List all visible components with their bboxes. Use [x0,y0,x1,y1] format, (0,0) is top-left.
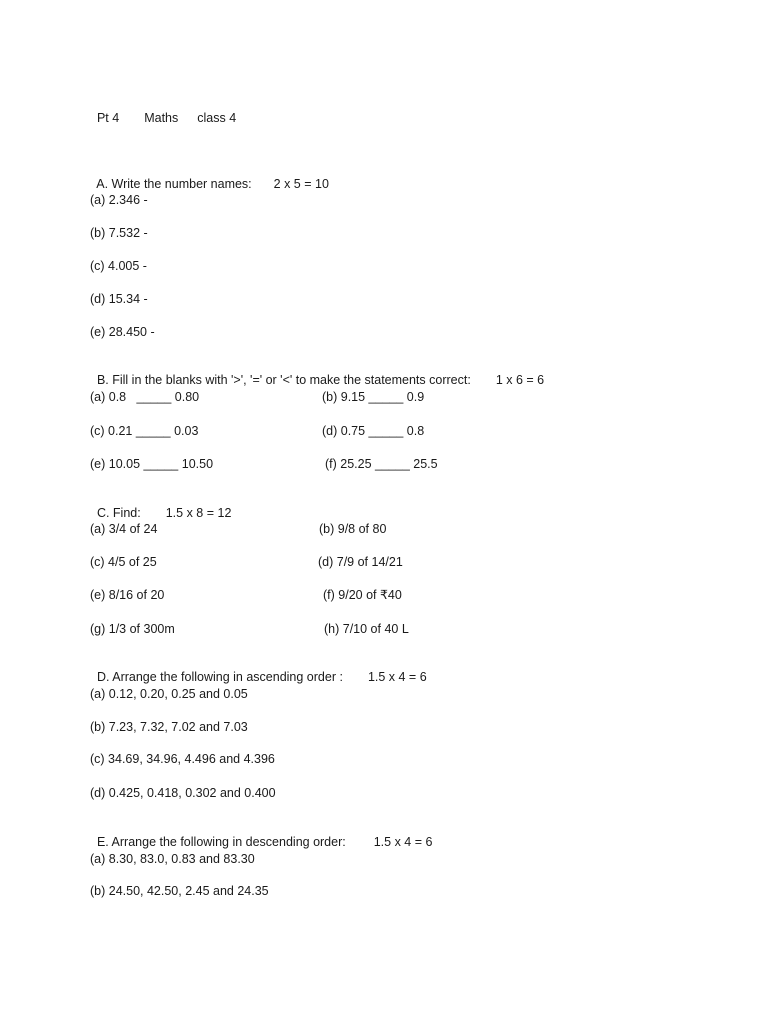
section-e-marks: 1.5 x 4 = 6 [373,835,433,849]
section-e-title: E. Arrange the following in descending order: [96,835,346,849]
section-d-title: D. Arrange the following in ascending order : [96,670,343,684]
section-b-item: (d) 0.75 _____ 0.8 [322,424,425,438]
section-a-marks: 2 x 5 = 10 [273,177,329,191]
section-d-heading [90,653,427,685]
header-line [90,94,236,126]
section-b-item: (b) 9.15 _____ 0.9 [322,390,425,404]
section-c-item: (d) 7/9 of 14/21 [318,555,403,569]
section-c-item: (a) 3/4 of 24 [90,522,158,536]
section-d-item: (c) 34.69, 34.96, 4.496 and 4.396 [90,752,275,766]
section-b-title: B. Fill in the blanks with '>', '=' or '<' to make the statements correct: [96,373,471,387]
section-a-item: (c) 4.005 - [90,259,147,273]
section-e-heading [90,818,432,850]
header-pt: Pt 4 [96,111,120,125]
section-c-item: (g) 1/3 of 300m [90,622,175,636]
section-b-item: (f) 25.25 _____ 25.5 [325,457,438,471]
section-a-item: (b) 7.532 - [90,226,148,240]
section-c-item: (b) 9/8 of 80 [319,522,387,536]
section-c-item: (f) 9/20 of ₹40 [323,588,402,602]
section-a-item: (d) 15.34 - [90,292,148,306]
section-d-item: (d) 0.425, 0.418, 0.302 and 0.400 [90,786,276,800]
section-d-marks: 1.5 x 4 = 6 [367,670,427,684]
section-a-item: (a) 2.346 - [90,193,148,207]
section-c-heading [90,489,231,521]
section-c-item: (e) 8/16 of 20 [90,588,165,602]
section-a-title: A. Write the number names: [96,177,252,191]
header-class: class 4 [197,111,237,125]
section-c-title: C. Find: [96,506,141,520]
section-a-heading [90,160,329,192]
section-b-item: (c) 0.21 _____ 0.03 [90,424,199,438]
section-b-marks: 1 x 6 = 6 [495,373,545,387]
section-e-item: (a) 8.30, 83.0, 0.83 and 83.30 [90,852,255,866]
section-e-item: (b) 24.50, 42.50, 2.45 and 24.35 [90,884,269,898]
section-c-item: (c) 4/5 of 25 [90,555,157,569]
section-b-heading [90,356,544,388]
section-d-item: (b) 7.23, 7.32, 7.02 and 7.03 [90,720,248,734]
header-subject: Maths [144,111,179,125]
section-b-item: (a) 0.8 _____ 0.80 [90,390,200,404]
section-d-item: (a) 0.12, 0.20, 0.25 and 0.05 [90,687,248,701]
section-b-item: (e) 10.05 _____ 10.50 [90,457,214,471]
section-c-item: (h) 7/10 of 40 L [324,622,409,636]
section-a-item: (e) 28.450 - [90,325,155,339]
section-c-marks: 1.5 x 8 = 12 [165,506,232,520]
